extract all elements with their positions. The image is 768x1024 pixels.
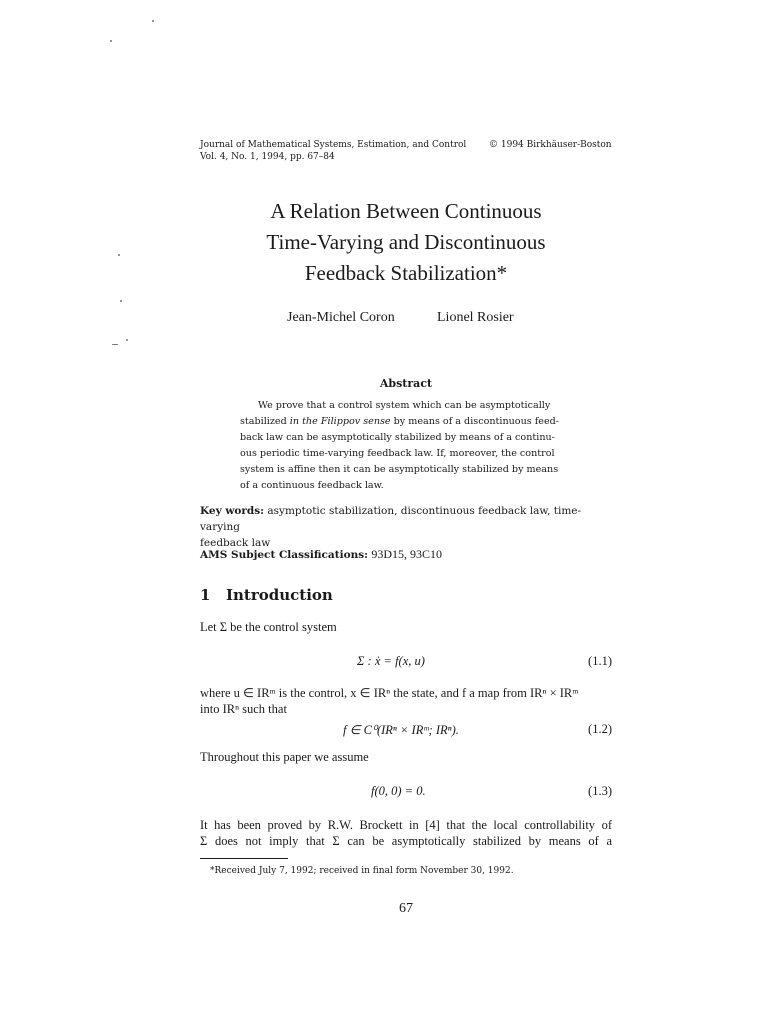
keywords [200,503,612,551]
scan-speck [118,254,120,256]
footnote: *Received July 7, 1992; received in final form November 30, 1992. [210,866,514,876]
title-line-1: A Relation Between Continuous [270,199,542,223]
abstract-heading: Abstract [379,377,433,390]
title-line-3: Feedback Stabilization* [304,261,508,285]
scan-speck [126,339,128,341]
equation-number: (1.1) [588,654,612,668]
paragraph: Let Σ be the control system [200,620,337,634]
ams-codes: 93D15, 93C10 [371,547,443,561]
paragraph: Throughout this paper we assume [200,750,369,764]
journal-line: Journal of Mathematical Systems, Estimation, and Control [200,140,467,150]
equation-number: (1.2) [588,722,612,736]
keywords-line: feedback law [200,537,271,549]
keywords-label: Key words: [200,505,265,517]
abstract-line: of a continuous feedback law. [240,480,384,491]
abstract-line: system is affine then it can be asymptotically stabilized by means [240,464,559,475]
scan-speck [152,20,154,22]
ams-classification [200,546,442,563]
paper-title [200,196,612,289]
paragraph [200,817,612,849]
paragraph [200,685,612,717]
keywords-line: Key words: asymptotic stabilization, discontinuous feedback law, time-varying [200,505,582,533]
paragraph-line: Σ does not imply that Σ can be asymptotically stabilized by means of a [200,834,612,848]
scan-speck [110,40,112,42]
abstract-body [240,398,572,494]
copyright-notice: © 1994 Birkhäuser-Boston [489,140,612,150]
equation-1-3: f(0, 0) = 0. [371,784,426,798]
abstract-emphasis: in the Filippov sense [289,416,391,427]
paragraph-line: where u ∈ IRᵐ is the control, x ∈ IRⁿ the state, and f a map from IRⁿ × IRᵐ [200,686,579,700]
ams-label: AMS Subject Classifications: [200,549,368,561]
section-number: 1 [200,586,211,604]
abstract-line: back law can be asymptotically stabilized by means of a continu- [240,432,555,443]
abstract-line: stabilized in the Filippov sense by means of a discontinuous feed- [240,416,560,427]
scan-speck [112,344,118,345]
equation-1-2: f ∈ C⁰(IRⁿ × IRᵐ; IRⁿ). [343,723,459,737]
paragraph-line: into IRⁿ such that [200,702,287,716]
footnote-rule [200,858,288,859]
abstract-line: ous periodic time-varying feedback law. If, moreover, the control [240,448,555,459]
volume-line: Vol. 4, No. 1, 1994, pp. 67–84 [200,152,335,162]
equation-number: (1.3) [588,784,612,798]
author-1: Jean-Michel Coron [287,310,395,325]
page-number: 67 [399,901,413,916]
title-line-2: Time-Varying and Discontinuous [266,230,546,254]
section-title: Introduction [226,586,333,604]
abstract-line: We prove that a control system which can be asymptotically [258,400,551,411]
author-2: Lionel Rosier [437,310,514,325]
equation-1-1: Σ : ẋ = f(x, u) [357,654,425,668]
scan-speck [120,300,122,302]
paragraph-line: It has been proved by R.W. Brockett in [4] that the local controllability of [200,818,612,832]
